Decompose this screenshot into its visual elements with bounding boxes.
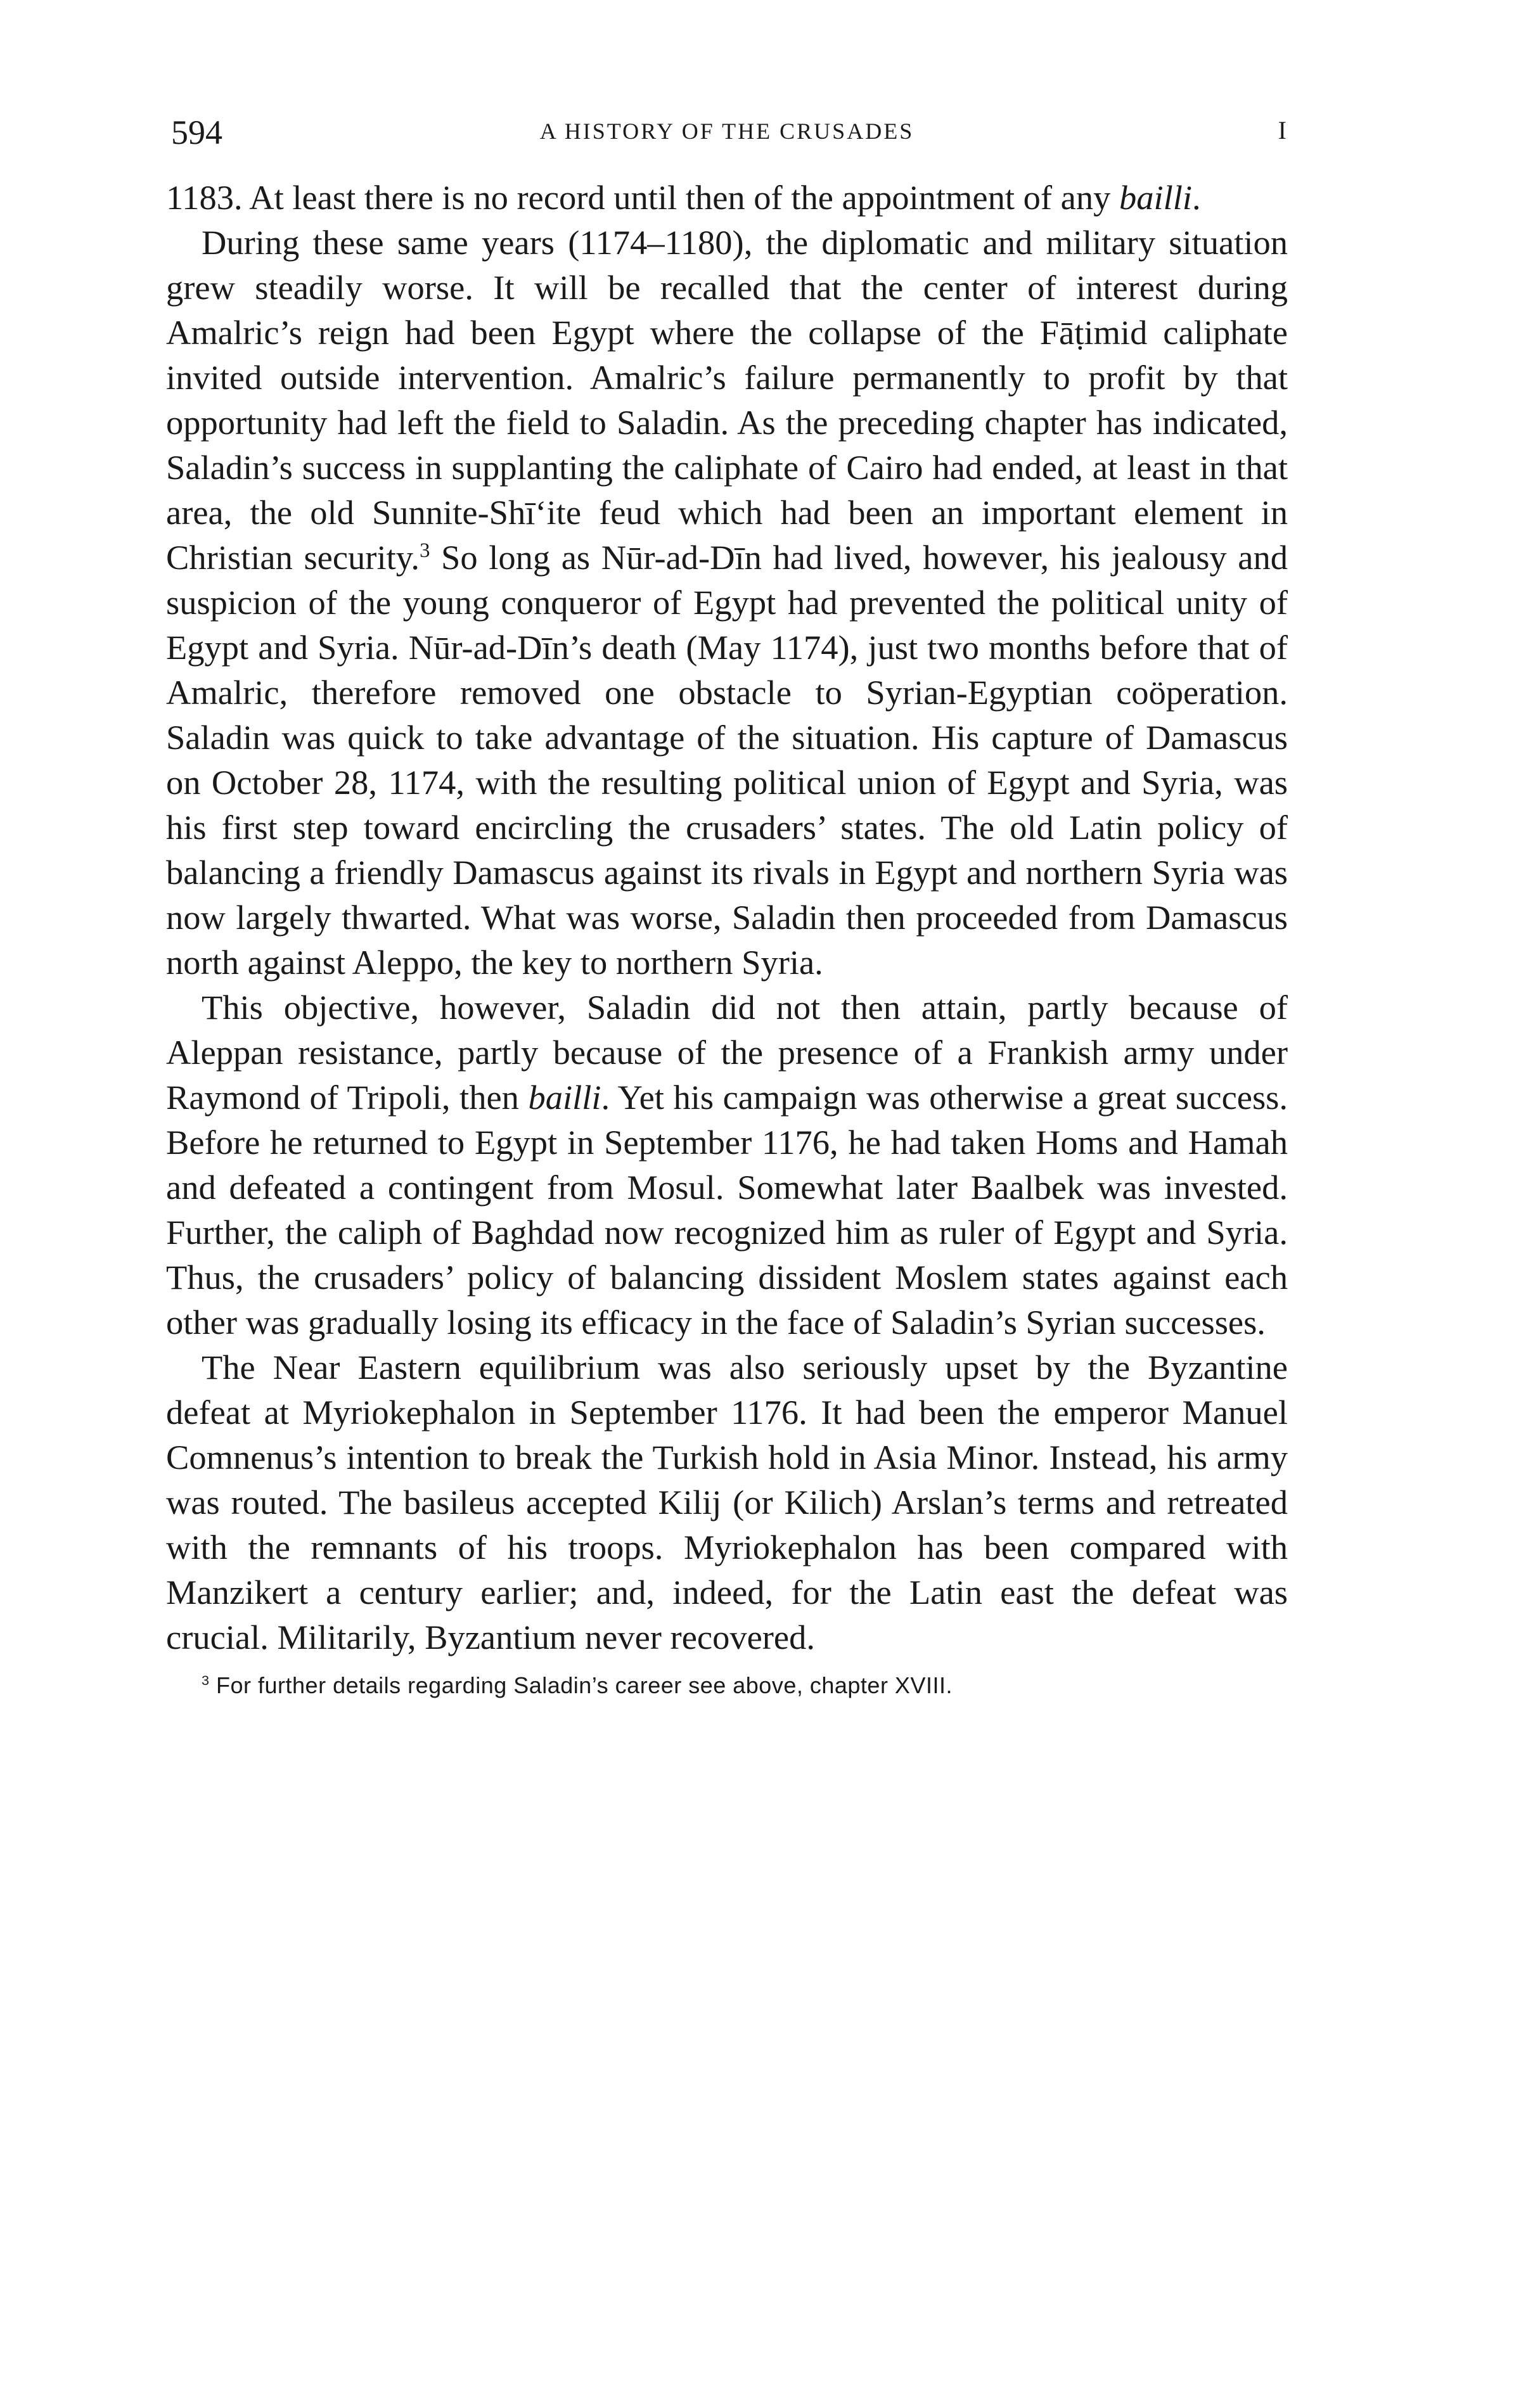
footnote-reference: 3 — [420, 539, 430, 562]
body-paragraph — [166, 175, 1288, 220]
book-page — [166, 106, 1288, 1700]
paragraph-text: This objective, however, Saladin did not then attain, partly because of Aleppan resistance, partly because of the presence of a Frankish army under Raymond of Tripoli, then — [166, 988, 1288, 1117]
italic-term: bailli — [1119, 178, 1193, 217]
body-paragraph — [166, 985, 1288, 1345]
body-text — [166, 175, 1288, 1660]
running-head — [166, 106, 1288, 157]
book-title: A HISTORY OF THE CRUSADES — [539, 118, 915, 144]
italic-term: bailli — [528, 1078, 601, 1117]
paragraph-text: 1183. At least there is no record until then of the appointment of any — [166, 178, 1119, 217]
paragraph-text: . Yet his campaign was otherwise a great success. Before he returned to Egypt in September 1176, he had taken Homs and Hamah and defeated a contingent from Mosul. Somewhat later Baalbek was invested. Further, the caliph of Baghdad now recognized him as ruler of Egypt and Syria. Thus, the crusaders’ policy of balancing dissident Moslem states against each other was gradually losing its efficacy in the face of Saladin’s Syrian successes. — [166, 1078, 1288, 1342]
paragraph-text: The Near Eastern equilibrium was also seriously upset by the Byzantine defeat at Myriokephalon in September 1176. It had been the emperor Manuel Comnenus’s intention to break the Turkish hold in Asia Minor. Instead, his army was routed. The basileus accepted Kilij (or Kilich) Arslan’s terms and retreated with the remnants of his troops. Myriokephalon has been compared with Manzikert a century earlier; and, indeed, for the Latin east the defeat was crucial. Militarily, Byzantium never recovered. — [166, 1348, 1288, 1656]
paragraph-text: So long as Nūr-ad-Dīn had lived, however, his jealousy and suspicion of the young conqueror of Egypt had prevented the political unity of Egypt and Syria. Nūr-ad-Dīn’s death (May 1174), just two months before that of Amalric, therefore removed one obstacle to Syrian-Egyptian coöperation. Saladin was quick to take advantage of the situation. His capture of Damascus on October 28, 1174, with the resulting political union of Egypt and Syria, was his first step toward encircling the crusaders’ states. The old Latin policy of balancing a friendly Damascus against its rivals in Egypt and northern Syria was now largely thwarted. What was worse, Saladin then proceeded from Damascus north against Aleppo, the key to northern Syria. — [166, 538, 1288, 982]
page-number: 594 — [171, 113, 222, 151]
footnote-text: For further details regarding Saladin’s career see above, chapter XVIII. — [209, 1672, 953, 1698]
paragraph-text: . — [1192, 178, 1201, 217]
paragraph-text: During these same years (1174–1180), the diplomatic and military situation grew steadily worse. It will be recalled that the center of interest during Amalric’s reign had been Egypt where the collapse of the Fāṭimid caliphate invited outside intervention. Amalric’s failure permanently to profit by that opportunity had left the field to Saladin. As the preceding chapter has indicated, Saladin’s success in supplanting the caliphate of Cairo had ended, at least in that area, the old Sunnite-Shī‘ite feud which had been an important element in Christian security. — [166, 223, 1288, 577]
footnote-marker: 3 — [202, 1672, 210, 1688]
volume-mark: I — [1278, 116, 1288, 144]
body-paragraph — [166, 220, 1288, 985]
footnote — [166, 1671, 1288, 1700]
body-paragraph — [166, 1345, 1288, 1660]
